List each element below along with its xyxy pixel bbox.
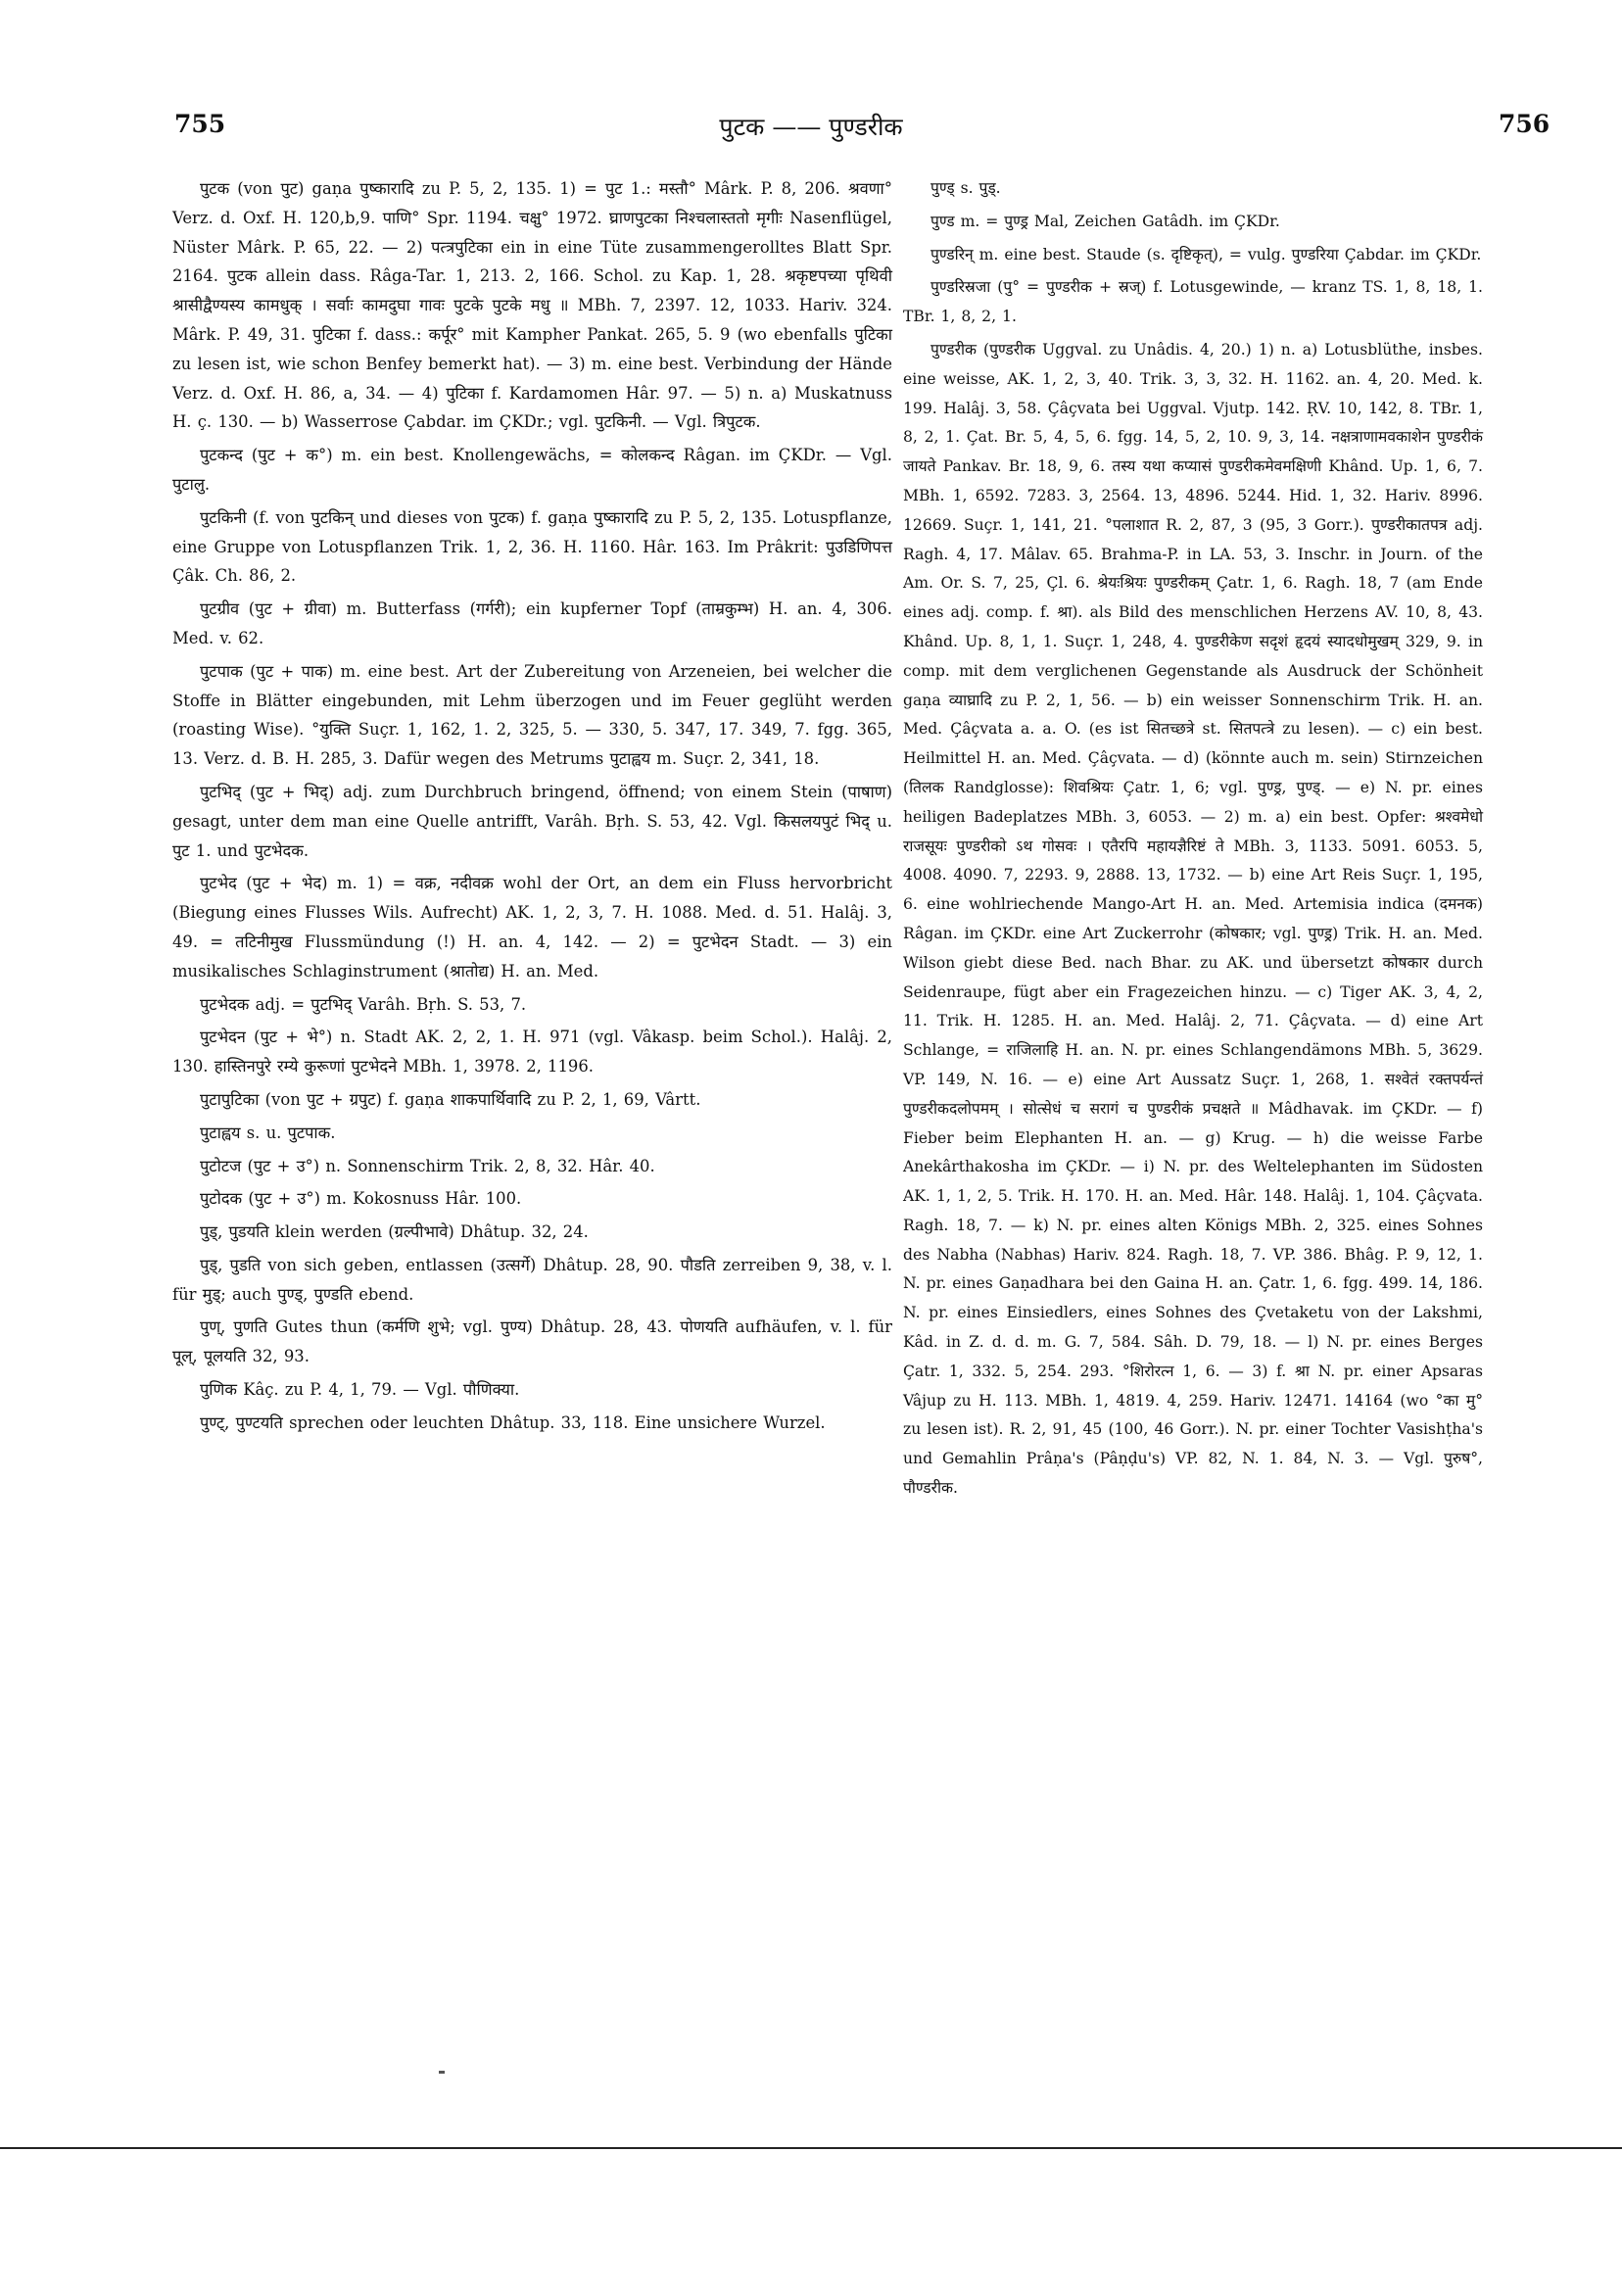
running-head: पुटक —— पुण्डरीक — [719, 113, 903, 141]
dictionary-entry: पुटोदक (पुट + उ°) m. Kokosnuss Hâr. 100. — [200, 1189, 522, 1209]
dictionary-entry: पुटोटज (पुट + उ°) n. Sonnenschirm Trik. 2, 8, 32. Hâr. 40. — [200, 1156, 655, 1175]
dictionary-entry: पुण्डरिन् m. eine best. Staude (s. दृष्टिकृत्), = vulg. पुण्डरिया Çabdar. im ÇKDr. — [930, 245, 1482, 263]
dictionary-entry: पुण्ड m. = पुण्ड्र Mal, Zeichen Gatâdh. im ÇKDr. — [930, 212, 1280, 230]
bottom-rule — [0, 2147, 1622, 2149]
dictionary-entry: पुण्ड् s. पुड्. — [930, 179, 1001, 197]
dictionary-entry: पुण्, पुणति Gutes thun (कर्मणि शुभे; vgl. पुण्य) Dhâtup. 28, 43. पोणयति aufhäufen, v. l. für पूल्, पूलयति 32, 93. — [172, 1317, 892, 1366]
dictionary-entry: पुड्, पुडति von sich geben, entlassen (उत्सर्गे) Dhâtup. 28, 90. पौडति zerreiben 9, 38, v. l. für मुड्; auch पुण्ड्, पुण्डति ebend. — [172, 1255, 892, 1304]
dictionary-entry: पुण्डरिस्रजा (पु° = पुण्डरीक + स्रज्) f. Lotusgewinde, — kranz TS. 1, 8, 18, 1. TBr. 1, 8, 2, 1. — [903, 278, 1483, 326]
dictionary-entry: पुड्, पुडयति klein werden (ग्रल्पीभावे) Dhâtup. 32, 24. — [200, 1222, 589, 1242]
dictionary-entry: पुण्डरीक (पुण्डरीक Uggval. zu Unâdis. 4, 20.) 1) n. a) Lotusblüthe, insbes. eine weisse, AK. 1, 2, 3, 40. Trik. 3, 3, 32. H. 1162. an. 4, 20. Med. k. 199. Halâj. 3, 58. Çâçvata bei Uggval. Vjutp. 142. ṚV. 10, 142, 8. TBr. 1, 8, 2, 1. Çat. Br. 5, 4, 5, 6. fgg. 14, 5, 2, 10. 9, 3, 14. नक्षत्राणामवकाशेन पुण्डरीकं जायते Pankav. Br. 18, 9, 6. तस्य यथा कप्यासं पुण्डरीकमेवमक्षिणी Khând. Up. 1, 6, 7. MBh. 1, 6592. 7283. 3, 2564. 13, 4896. 5244. Hid. 1, 32. Hariv. 8996. 12669. Suçr. 1, 141, 21. °पलाशात R. 2, 87, 3 (95, 3 Gorr.). पुण्डरीकातपत्र adj. Ragh. 4, 17. Mâlav. 65. Brahma-P. in LA. 53, 3. Inschr. in Journ. of the Am. Or. S. 7, 25, Çl. 6. श्रेयःश्रियः पुण्डरीकम् Çatr. 1, 6. Ragh. 18, 7 (am Ende eines adj. comp. f. श्रा). als Bild des menschlichen Herzens AV. 10, 8, 43. Khând. Up. 8, 1, 1. Suçr. 1, 248, 4. पुण्डरीकेण सदृशं हृदयं स्यादधोमुखम् 329, 9. in comp. mit dem verglichenen Gegenstande als Ausdruck der Schönheit gaṇa व्याघ्रादि zu P. 2, 1, 56. — b) ein weisser Sonnenschirm Trik. H. an. Med. Çâçvata a. a. O. (es ist सितच्छत्रे st. सितपत्त्रे zu lesen). — c) ein best. Heilmittel H. an. Med. Çâçvata. — d) (könnte auch m. sein) Stirnzeichen (तिलक Randglosse): शिवश्रियः Çatr. 1, 6; vgl. पुण्ड्र, पुण्ड्. — e) N. pr. eines heiligen Badeplatzes MBh. 3, 6053. — 2) m. a) ein best. Opfer: श्रश्वमेधो राजसूयः पुण्डरीको ऽथ गोसवः । एतैरपि महायज्ञैरिष्टं ते MBh. 3, 1133. 5091. 6053. 5, 4008. 4090. 7, 2293. 9, 2888. 13, 1732. — b) eine Art Reis Suçr. 1, 195, 6. eine wohlriechende Mango-Art H. an. Med. Artemisia indica (दमनक) Râgan. im ÇKDr. eine Art Zuckerrohr (कोषकार; vgl. पुण्ड्र) Trik. H. an. Med. Wilson giebt diese Bed. nach Bhar. zu AK. und übersetzt कोषकार durch Seidenraupe, fügt aber ein Fragezeichen hinzu. — c) Tiger AK. 3, 4, 2, 11. Trik. H. 1285. H. an. Med. Halâj. 2, 71. Çâçvata. — d) eine Art Schlange, = राजिलाहि H. an. N. pr. eines Schlangendämons MBh. 5, 3629. VP. 149, N. 16. — e) eine Art Aussatz Suçr. 1, 268, 1. सश्वेतं रक्तपर्यन्तं पुण्डरीकदलोपमम् । सोत्सेधं च सरागं च पुण्डरीकं प्रचक्षते ॥ Mâdhavak. im ÇKDr. — f) Fieber beim Elephanten H. an. — g) Krug. — h) die weisse Farbe Anekârthakosha im ÇKDr. — i) N. pr. des Weltelephanten im Südosten AK. 1, 1, 2, 5. Trik. H. 170. H. an. Med. Hâr. 148. Halâj. 1, 104. Çâçvata. Ragh. 18, 7. — k) N. pr. eines alten Königs MBh. 2, 325. eines Sohnes des Nabha (Nabhas) Hariv. 824. Ragh. 18, 7. VP. 386. Bhâg. P. 9, 12, 1. N. pr. eines Gaṇadhara bei den Gaina H. an. Çatr. 1, 6. fgg. 499. 14, 186. N. pr. eines Einsiedlers, eines Sohnes des Çvetaketu von der Lakshmi, Kâd. in Z. d. d. m. G. 7, 584. Sâh. D. 79, 18. — l) N. pr. eines Berges Çatr. 1, 332. 5, 254. 293. °शिरोरत्न 1, 6. — 3) f. श्रा N. pr. einer Apsaras Vâjup zu H. 113. MBh. 1, 4819. 4, 259. Hariv. 12471. 14164 (wo °का मु° zu lesen ist). R. 2, 91, 45 (100, 46 Gorr.). N. pr. einer Tochter Vasishṭha's und Gemahlin Prâṇa's (Pâṇḍu's) VP. 82, N. 1. 84, N. 3. — Vgl. पुरुष°, पौण्डरीक. — [903, 340, 1483, 1498]
dictionary-entry: पुणिक Kâç. zu P. 4, 1, 79. — Vgl. पौणिक्या. — [200, 1380, 520, 1400]
stray-mark — [439, 2071, 445, 2074]
dictionary-entry: पुटापुटिका (von पुट + ग्रपुट) f. gaṇa शाकपार्थिवादि zu P. 2, 1, 69, Vârtt. — [200, 1089, 701, 1109]
dictionary-entry: पुटभिद् (पुट + भिद्) adj. zum Durchbruch bringend, öffnend; von einem Stein (पाषाण) gesagt, unter dem man eine Quelle antrifft, Varâh. Bṛh. S. 53, 42. Vgl. किसलयपुटं भिद् u. पुट 1. und पुटभेदक. — [172, 782, 892, 860]
dictionary-entry: पुण्ट्, पुण्टयति sprechen oder leuchten Dhâtup. 33, 118. Eine unsichere Wurzel. — [200, 1412, 826, 1432]
dictionary-entry: पुटग्रीव (पुट + ग्रीवा) m. Butterfass (गर्गरी); ein kupferner Topf (ताम्रकुम्भ) H. an. 4, 306. Med. v. 62. — [172, 599, 892, 647]
dictionary-entry: पुटकन्द (पुट + क°) m. ein best. Knollengewächs, = कोलकन्द Râgan. im ÇKDr. — Vgl. पुटालु. — [172, 446, 892, 494]
left-column — [172, 174, 892, 1442]
dictionary-entry: पुटभेद (पुट + भेद) m. 1) = वक्र, नदीवक्र wohl der Ort, an dem ein Fluss hervorbricht (Biegung eines Flusses Wils. Aufrecht) AK. 1, 2, 3, 7. H. 1088. Med. d. 51. Halâj. 3, 49. = तटिनीमुख Flussmündung (!) H. an. 4, 142. — 2) = पुटभेदन Stadt. — 3) ein musikalisches Schlaginstrument (श्रातोद्य) H. an. Med. — [172, 874, 892, 981]
page-number-left: 755 — [174, 110, 226, 138]
dictionary-entry: पुटकिनी (f. von पुटकिन् und dieses von पुटक) f. gaṇa पुष्कारादि zu P. 5, 2, 135. Lotuspflanze, eine Gruppe von Lotuspflanzen Trik. 1, 2, 36. H. 1160. Hâr. 163. Im Prâkrit: पुउडिणिपत्त Çâk. Ch. 86, 2. — [172, 507, 892, 586]
dictionary-entry: पुटपाक (पुट + पाक) m. eine best. Art der Zubereitung von Arzeneien, bei welcher die Stoffe in Blätter eingebunden, mit Lehm überzogen und im Feuer geglüht werden (roasting Wise). °युक्ति Suçr. 1, 162, 1. 2, 325, 5. — 330, 5. 347, 17. 349, 7. fgg. 365, 13. Verz. d. B. H. 285, 3. Dafür wegen des Metrums पुटाह्वय m. Suçr. 2, 341, 18. — [172, 661, 892, 769]
dictionary-entry: पुटक (von पुट) gaṇa पुष्कारादि zu P. 5, 2, 135. 1) = पुट 1.: मस्तौ° Mârk. P. 8, 206. श्रवणा° Verz. d. Oxf. H. 120,b,9. पाणि° Spr. 1194. चक्षु° 1972. घ्राणपुटका निश्चलास्ततो मृगीः Nasenflügel, Nüster Mârk. P. 65, 22. — 2) पत्त्रपुटिका ein in eine Tüte zusammengerolltes Blatt Spr. 2164. पुटक allein dass. Râga-Tar. 1, 213. 2, 166. Schol. zu Kap. 1, 28. श्रकृष्टपच्या पृथिवी श्रासीद्वैण्यस्य कामधुक् । सर्वाः कामदुघा गावः पुटके पुटके मधु ॥ MBh. 7, 2397. 12, 1033. Hariv. 324. Mârk. P. 49, 31. पुटिका f. dass.: कर्पूर° mit Kampher Pankat. 265, 5. 9 (wo ebenfalls पुटिका zu lesen ist, wie schon Benfey bemerkt hat). — 3) m. eine best. Verbindung der Hände Verz. d. Oxf. H. 86, a, 34. — 4) पुटिका f. Kardamomen Hâr. 97. — 5) n. a) Muskatnuss H. ç. 130. — b) Wasserrose Çabdar. im ÇKDr.; vgl. पुटकिनी. — Vgl. त्रिपुटक. — [172, 179, 892, 432]
dictionary-entry: पुटभेदक adj. = पुटभिद् Varâh. Bṛh. S. 53, 7. — [200, 994, 527, 1014]
right-column — [903, 174, 1483, 1507]
dictionary-entry: पुटाह्वय s. u. पुटपाक. — [200, 1123, 336, 1142]
dictionary-entry: पुटभेदन (पुट + भे°) n. Stadt AK. 2, 2, 1. H. 971 (vgl. Vâkasp. beim Schol.). Halâj. 2, 130. हास्तिनपुरे रम्ये कुरूणां पुटभेदने MBh. 1, 3978. 2, 1196. — [172, 1028, 892, 1076]
page-header — [0, 110, 1622, 149]
page-number-right: 756 — [1499, 110, 1550, 138]
